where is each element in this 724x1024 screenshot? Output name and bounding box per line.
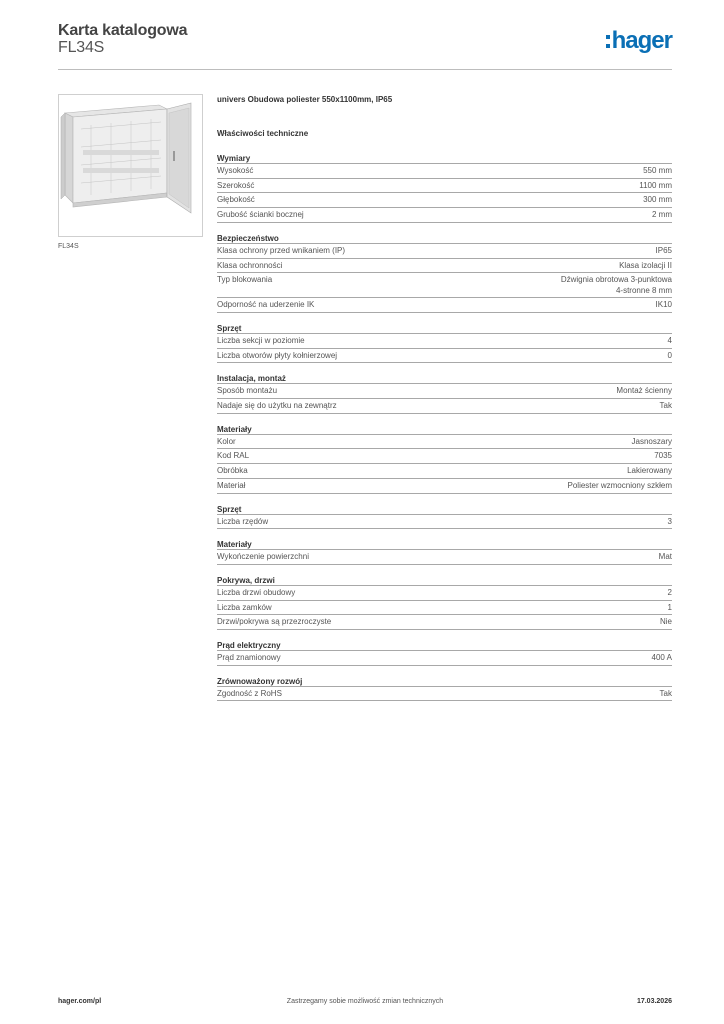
group-title: Prąd elektryczny <box>217 640 672 651</box>
footer-date: 17.03.2026 <box>636 998 672 1005</box>
property-value: 3 <box>667 516 672 526</box>
property-value: 2 <box>667 587 672 597</box>
property-value: 2 mm <box>652 210 672 220</box>
property-label: Grubość ścianki bocznej <box>217 210 304 220</box>
property-row <box>217 479 672 494</box>
property-row <box>217 164 672 179</box>
property-value: Montaż ścienny <box>616 386 672 396</box>
property-label: Kod RAL <box>217 451 250 461</box>
hager-logo[interactable] <box>606 26 672 56</box>
property-label: Wykończenie powierzchni <box>217 552 309 562</box>
property-value: IK10 <box>655 300 672 310</box>
property-label: Prąd znamionowy <box>217 653 281 663</box>
property-value: Tak <box>659 688 672 698</box>
property-value: 0 <box>667 350 672 360</box>
property-label: Materiał <box>217 480 246 490</box>
property-row <box>217 273 672 298</box>
property-value: IP65 <box>655 245 672 255</box>
property-row <box>217 193 672 208</box>
property-value: Dźwignia obrotowa 3-punktowa 4-stronne 8 mm <box>560 275 672 296</box>
property-row <box>217 399 672 414</box>
property-value: 4 <box>667 335 672 345</box>
property-group <box>217 153 672 223</box>
property-row <box>217 550 672 565</box>
property-value: 1100 mm <box>639 180 672 190</box>
property-label: Liczba zamków <box>217 602 272 612</box>
property-label: Szerokość <box>217 180 255 190</box>
group-title: Wymiary <box>217 153 672 164</box>
property-label: Zgodność z RoHS <box>217 688 282 698</box>
property-label: Klasa ochronności <box>217 260 283 270</box>
footer-disclaimer: Zastrzegamy sobie możliwość zmian technicznych <box>286 998 444 1005</box>
property-row <box>217 601 672 616</box>
property-label: Odporność na uderzenie IK <box>217 300 315 310</box>
property-row <box>217 208 672 223</box>
group-title: Zrównoważony rozwój <box>217 676 672 687</box>
property-label: Sposób montażu <box>217 386 278 396</box>
group-title: Pokrywa, drzwi <box>217 575 672 586</box>
property-label: Liczba drzwi obudowy <box>217 587 296 597</box>
property-value: Tak <box>659 401 672 411</box>
property-label: Typ blokowania <box>217 275 273 285</box>
technical-data <box>217 95 672 711</box>
property-group <box>217 323 672 363</box>
property-row <box>217 651 672 666</box>
property-label: Wysokość <box>217 166 254 175</box>
property-group <box>217 373 672 413</box>
property-row <box>217 464 672 479</box>
footer-website[interactable]: hager.com/pl <box>58 998 102 1005</box>
group-title: Materiały <box>217 539 672 550</box>
image-caption: FL34S <box>58 243 79 250</box>
property-row <box>217 515 672 530</box>
logo-wordmark: hager <box>611 27 672 54</box>
group-title: Sprzęt <box>217 504 672 515</box>
property-group <box>217 424 672 494</box>
group-title: Instalacja, montaż <box>217 373 672 384</box>
group-title: Sprzęt <box>217 323 672 334</box>
property-group <box>217 676 672 702</box>
property-row <box>217 615 672 630</box>
property-label: Nadaje się do użytku na zewnątrz <box>217 401 337 411</box>
property-group <box>217 640 672 666</box>
property-row <box>217 244 672 259</box>
page-header <box>58 22 672 70</box>
page-footer <box>58 998 672 1010</box>
property-row <box>217 259 672 274</box>
property-value: 300 mm <box>643 195 672 205</box>
property-label: Liczba sekcji w poziomie <box>217 335 305 345</box>
property-label: Obróbka <box>217 466 248 476</box>
property-groups <box>217 153 672 701</box>
property-value: 550 mm <box>643 166 672 175</box>
product-reference: FL34S <box>58 39 105 56</box>
property-row <box>217 687 672 702</box>
property-label: Drzwi/pokrywa są przezroczyste <box>217 617 332 627</box>
property-value: 7035 <box>654 451 672 461</box>
enclosure-illustration <box>59 95 202 236</box>
document-title: Karta katalogowa <box>58 22 188 39</box>
properties-heading: Właściwości techniczne <box>217 129 309 138</box>
product-name: univers Obudowa poliester 550x1100mm, IP65 <box>217 95 393 104</box>
group-title: Materiały <box>217 424 672 435</box>
property-value: Jasnoszary <box>631 436 672 446</box>
property-row <box>217 349 672 364</box>
property-row <box>217 449 672 464</box>
property-value: 400 A <box>651 653 672 663</box>
property-row <box>217 334 672 349</box>
property-label: Klasa ochrony przed wnikaniem (IP) <box>217 245 346 255</box>
property-group <box>217 575 672 630</box>
property-row <box>217 179 672 194</box>
property-group <box>217 233 672 313</box>
property-row <box>217 435 672 450</box>
property-label: Liczba rzędów <box>217 516 269 526</box>
group-title: Bezpieczeństwo <box>217 233 672 244</box>
logo-colon-mark <box>606 35 610 48</box>
property-value: Mat <box>658 552 672 562</box>
property-row <box>217 298 672 313</box>
property-label: Kolor <box>217 436 236 446</box>
property-row <box>217 586 672 601</box>
property-value: Klasa izolacji II <box>619 260 672 270</box>
property-value: Lakierowany <box>627 466 672 476</box>
property-group <box>217 504 672 530</box>
property-value: 1 <box>667 602 672 612</box>
property-group <box>217 539 672 565</box>
property-value: Nie <box>659 617 672 627</box>
property-row <box>217 384 672 399</box>
property-label: Liczba otworów płyty kołnierzowej <box>217 350 338 360</box>
product-image <box>58 94 203 237</box>
property-value: Poliester wzmocniony szkłem <box>567 480 672 490</box>
property-label: Głębokość <box>217 195 255 205</box>
